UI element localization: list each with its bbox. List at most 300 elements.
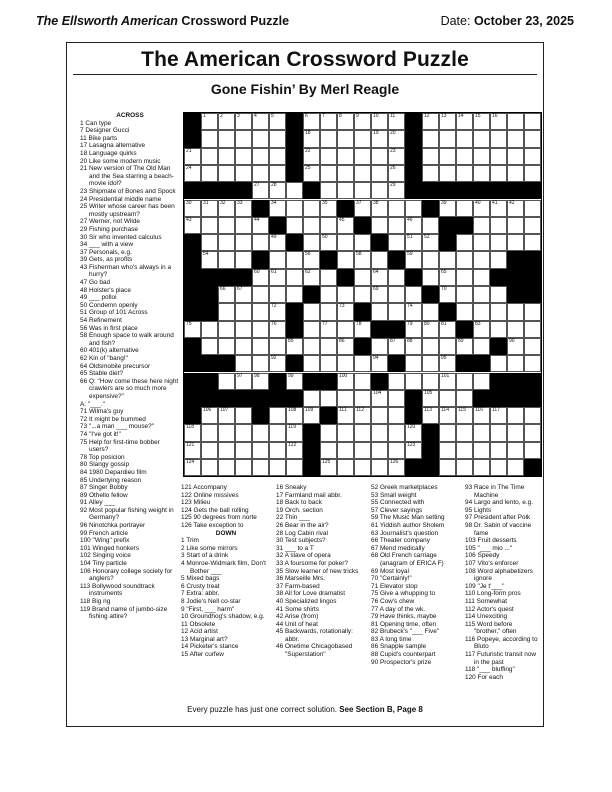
grid-cell[interactable] bbox=[371, 113, 388, 130]
grid-cell[interactable] bbox=[337, 113, 354, 130]
grid-cell[interactable] bbox=[439, 459, 456, 476]
grid-cell[interactable] bbox=[456, 165, 473, 182]
grid-cell[interactable] bbox=[473, 148, 490, 165]
grid-cell[interactable] bbox=[354, 390, 371, 407]
grid-cell[interactable] bbox=[201, 424, 218, 441]
grid-cell[interactable] bbox=[524, 113, 541, 130]
grid-cell[interactable] bbox=[405, 251, 422, 268]
grid-cell[interactable] bbox=[218, 217, 235, 234]
grid-cell[interactable] bbox=[235, 234, 252, 251]
grid-cell[interactable] bbox=[286, 217, 303, 234]
grid-cell[interactable] bbox=[490, 130, 507, 147]
grid-cell[interactable] bbox=[507, 459, 524, 476]
grid-cell[interactable] bbox=[201, 234, 218, 251]
grid-cell[interactable] bbox=[184, 459, 201, 476]
grid-cell[interactable] bbox=[303, 165, 320, 182]
grid-cell[interactable] bbox=[269, 321, 286, 338]
grid-cell[interactable] bbox=[337, 234, 354, 251]
grid-cell[interactable] bbox=[303, 390, 320, 407]
grid-cell[interactable] bbox=[252, 130, 269, 147]
grid-cell[interactable] bbox=[337, 424, 354, 441]
grid-cell[interactable] bbox=[269, 234, 286, 251]
grid-cell[interactable] bbox=[388, 390, 405, 407]
grid-cell[interactable] bbox=[439, 373, 456, 390]
grid-cell[interactable] bbox=[201, 148, 218, 165]
grid-cell[interactable] bbox=[218, 407, 235, 424]
grid-cell[interactable] bbox=[422, 130, 439, 147]
grid-cell[interactable] bbox=[235, 303, 252, 320]
grid-cell[interactable] bbox=[269, 424, 286, 441]
grid-cell[interactable] bbox=[422, 269, 439, 286]
grid-cell[interactable] bbox=[252, 217, 269, 234]
grid-cell[interactable] bbox=[439, 130, 456, 147]
grid-cell[interactable] bbox=[354, 373, 371, 390]
grid-cell[interactable] bbox=[507, 442, 524, 459]
grid-cell[interactable] bbox=[320, 459, 337, 476]
grid-cell[interactable] bbox=[507, 338, 524, 355]
grid-cell[interactable] bbox=[388, 113, 405, 130]
grid-cell[interactable] bbox=[507, 321, 524, 338]
grid-cell[interactable] bbox=[422, 373, 439, 390]
grid-cell[interactable] bbox=[456, 442, 473, 459]
grid-cell[interactable] bbox=[320, 390, 337, 407]
grid-cell[interactable] bbox=[269, 303, 286, 320]
grid-cell[interactable] bbox=[490, 442, 507, 459]
grid-cell[interactable] bbox=[507, 407, 524, 424]
grid-cell[interactable] bbox=[303, 113, 320, 130]
grid-cell[interactable] bbox=[201, 251, 218, 268]
grid-cell[interactable] bbox=[388, 182, 405, 199]
grid-cell[interactable] bbox=[269, 251, 286, 268]
grid-cell[interactable] bbox=[371, 217, 388, 234]
grid-cell[interactable] bbox=[490, 424, 507, 441]
grid-cell[interactable] bbox=[218, 442, 235, 459]
grid-cell[interactable] bbox=[371, 442, 388, 459]
grid-cell[interactable] bbox=[422, 390, 439, 407]
grid-cell[interactable] bbox=[371, 251, 388, 268]
grid-cell[interactable] bbox=[524, 442, 541, 459]
grid-cell[interactable] bbox=[337, 442, 354, 459]
grid-cell[interactable] bbox=[184, 217, 201, 234]
grid-cell[interactable] bbox=[269, 200, 286, 217]
grid-cell[interactable] bbox=[201, 442, 218, 459]
grid-cell[interactable] bbox=[422, 321, 439, 338]
grid-cell[interactable] bbox=[286, 251, 303, 268]
grid-cell[interactable] bbox=[252, 459, 269, 476]
grid-cell[interactable] bbox=[235, 200, 252, 217]
grid-cell[interactable] bbox=[252, 286, 269, 303]
grid-cell[interactable] bbox=[371, 390, 388, 407]
grid-cell[interactable] bbox=[252, 338, 269, 355]
grid-cell[interactable] bbox=[218, 200, 235, 217]
grid-cell[interactable] bbox=[269, 338, 286, 355]
grid-cell[interactable] bbox=[201, 217, 218, 234]
grid-cell[interactable] bbox=[439, 148, 456, 165]
grid-cell[interactable] bbox=[524, 424, 541, 441]
grid-cell[interactable] bbox=[354, 251, 371, 268]
grid-cell[interactable] bbox=[473, 200, 490, 217]
grid-cell[interactable] bbox=[269, 286, 286, 303]
grid-cell[interactable] bbox=[422, 148, 439, 165]
grid-cell[interactable] bbox=[286, 286, 303, 303]
grid-cell[interactable] bbox=[456, 200, 473, 217]
grid-cell[interactable] bbox=[218, 424, 235, 441]
grid-cell[interactable] bbox=[439, 113, 456, 130]
grid-cell[interactable] bbox=[252, 234, 269, 251]
grid-cell[interactable] bbox=[218, 251, 235, 268]
grid-cell[interactable] bbox=[371, 286, 388, 303]
grid-cell[interactable] bbox=[269, 182, 286, 199]
grid-cell[interactable] bbox=[354, 182, 371, 199]
grid-cell[interactable] bbox=[473, 373, 490, 390]
grid-cell[interactable] bbox=[490, 251, 507, 268]
grid-cell[interactable] bbox=[473, 424, 490, 441]
grid-cell[interactable] bbox=[456, 148, 473, 165]
grid-cell[interactable] bbox=[337, 217, 354, 234]
grid-cell[interactable] bbox=[371, 459, 388, 476]
grid-cell[interactable] bbox=[422, 217, 439, 234]
grid-cell[interactable] bbox=[235, 286, 252, 303]
grid-cell[interactable] bbox=[337, 355, 354, 372]
grid-cell[interactable] bbox=[218, 303, 235, 320]
grid-cell[interactable] bbox=[524, 355, 541, 372]
grid-cell[interactable] bbox=[303, 407, 320, 424]
grid-cell[interactable] bbox=[405, 200, 422, 217]
grid-cell[interactable] bbox=[388, 269, 405, 286]
grid-cell[interactable] bbox=[354, 148, 371, 165]
grid-cell[interactable] bbox=[269, 407, 286, 424]
grid-cell[interactable] bbox=[490, 113, 507, 130]
grid-cell[interactable] bbox=[218, 234, 235, 251]
grid-cell[interactable] bbox=[269, 459, 286, 476]
grid-cell[interactable] bbox=[184, 442, 201, 459]
grid-cell[interactable] bbox=[201, 165, 218, 182]
grid-cell[interactable] bbox=[337, 321, 354, 338]
grid-cell[interactable] bbox=[422, 338, 439, 355]
grid-cell[interactable] bbox=[405, 442, 422, 459]
grid-cell[interactable] bbox=[490, 165, 507, 182]
grid-cell[interactable] bbox=[235, 373, 252, 390]
grid-cell[interactable] bbox=[201, 200, 218, 217]
grid-cell[interactable] bbox=[337, 407, 354, 424]
grid-cell[interactable] bbox=[337, 148, 354, 165]
grid-cell[interactable] bbox=[354, 459, 371, 476]
grid-cell[interactable] bbox=[439, 355, 456, 372]
grid-cell[interactable] bbox=[201, 407, 218, 424]
grid-cell[interactable] bbox=[473, 113, 490, 130]
grid-cell[interactable] bbox=[405, 303, 422, 320]
grid-cell[interactable] bbox=[473, 269, 490, 286]
grid-cell[interactable] bbox=[388, 217, 405, 234]
grid-cell[interactable] bbox=[490, 286, 507, 303]
grid-cell[interactable] bbox=[354, 269, 371, 286]
grid-cell[interactable] bbox=[235, 321, 252, 338]
grid-cell[interactable] bbox=[439, 407, 456, 424]
grid-cell[interactable] bbox=[218, 373, 235, 390]
grid-cell[interactable] bbox=[320, 338, 337, 355]
grid-cell[interactable] bbox=[235, 217, 252, 234]
grid-cell[interactable] bbox=[507, 148, 524, 165]
grid-cell[interactable] bbox=[269, 355, 286, 372]
grid-cell[interactable] bbox=[473, 130, 490, 147]
grid-cell[interactable] bbox=[337, 303, 354, 320]
grid-cell[interactable] bbox=[235, 442, 252, 459]
grid-cell[interactable] bbox=[507, 217, 524, 234]
grid-cell[interactable] bbox=[456, 390, 473, 407]
grid-cell[interactable] bbox=[269, 130, 286, 147]
grid-cell[interactable] bbox=[388, 424, 405, 441]
grid-cell[interactable] bbox=[320, 355, 337, 372]
grid-cell[interactable] bbox=[507, 113, 524, 130]
grid-cell[interactable] bbox=[405, 373, 422, 390]
grid-cell[interactable] bbox=[439, 165, 456, 182]
grid-cell[interactable] bbox=[490, 200, 507, 217]
grid-cell[interactable] bbox=[388, 200, 405, 217]
grid-cell[interactable] bbox=[337, 165, 354, 182]
grid-cell[interactable] bbox=[490, 217, 507, 234]
grid-cell[interactable] bbox=[388, 286, 405, 303]
grid-cell[interactable] bbox=[252, 321, 269, 338]
grid-cell[interactable] bbox=[337, 338, 354, 355]
grid-cell[interactable] bbox=[184, 200, 201, 217]
grid-cell[interactable] bbox=[354, 355, 371, 372]
grid-cell[interactable] bbox=[235, 424, 252, 441]
grid-cell[interactable] bbox=[303, 355, 320, 372]
grid-cell[interactable] bbox=[388, 234, 405, 251]
grid-cell[interactable] bbox=[320, 130, 337, 147]
grid-cell[interactable] bbox=[235, 130, 252, 147]
grid-cell[interactable] bbox=[337, 459, 354, 476]
grid-cell[interactable] bbox=[286, 269, 303, 286]
grid-cell[interactable] bbox=[490, 407, 507, 424]
grid-cell[interactable] bbox=[388, 165, 405, 182]
grid-cell[interactable] bbox=[456, 269, 473, 286]
grid-cell[interactable] bbox=[422, 251, 439, 268]
grid-cell[interactable] bbox=[473, 251, 490, 268]
grid-cell[interactable] bbox=[456, 407, 473, 424]
grid-cell[interactable] bbox=[201, 321, 218, 338]
grid-cell[interactable] bbox=[218, 321, 235, 338]
grid-cell[interactable] bbox=[354, 130, 371, 147]
grid-cell[interactable] bbox=[388, 338, 405, 355]
grid-cell[interactable] bbox=[303, 130, 320, 147]
grid-cell[interactable] bbox=[286, 407, 303, 424]
grid-cell[interactable] bbox=[218, 148, 235, 165]
grid-cell[interactable] bbox=[388, 373, 405, 390]
grid-cell[interactable] bbox=[524, 338, 541, 355]
grid-cell[interactable] bbox=[439, 251, 456, 268]
grid-cell[interactable] bbox=[320, 442, 337, 459]
grid-cell[interactable] bbox=[354, 165, 371, 182]
grid-cell[interactable] bbox=[507, 424, 524, 441]
grid-cell[interactable] bbox=[388, 442, 405, 459]
grid-cell[interactable] bbox=[252, 269, 269, 286]
grid-cell[interactable] bbox=[473, 407, 490, 424]
grid-cell[interactable] bbox=[371, 182, 388, 199]
grid-cell[interactable] bbox=[422, 113, 439, 130]
grid-cell[interactable] bbox=[337, 373, 354, 390]
grid-cell[interactable] bbox=[286, 459, 303, 476]
grid-cell[interactable] bbox=[354, 321, 371, 338]
grid-cell[interactable] bbox=[490, 148, 507, 165]
grid-cell[interactable] bbox=[337, 286, 354, 303]
grid-cell[interactable] bbox=[286, 424, 303, 441]
grid-cell[interactable] bbox=[405, 321, 422, 338]
grid-cell[interactable] bbox=[473, 442, 490, 459]
grid-cell[interactable] bbox=[473, 217, 490, 234]
grid-cell[interactable] bbox=[184, 165, 201, 182]
grid-cell[interactable] bbox=[422, 165, 439, 182]
grid-cell[interactable] bbox=[405, 234, 422, 251]
grid-cell[interactable] bbox=[456, 338, 473, 355]
grid-cell[interactable] bbox=[490, 459, 507, 476]
grid-cell[interactable] bbox=[235, 113, 252, 130]
grid-cell[interactable] bbox=[184, 148, 201, 165]
grid-cell[interactable] bbox=[252, 355, 269, 372]
grid-cell[interactable] bbox=[303, 234, 320, 251]
grid-cell[interactable] bbox=[439, 286, 456, 303]
grid-cell[interactable] bbox=[490, 303, 507, 320]
grid-cell[interactable] bbox=[473, 321, 490, 338]
grid-cell[interactable] bbox=[439, 442, 456, 459]
grid-cell[interactable] bbox=[252, 148, 269, 165]
grid-cell[interactable] bbox=[235, 355, 252, 372]
grid-cell[interactable] bbox=[303, 338, 320, 355]
grid-cell[interactable] bbox=[252, 442, 269, 459]
grid-cell[interactable] bbox=[439, 390, 456, 407]
grid-cell[interactable] bbox=[388, 303, 405, 320]
grid-cell[interactable] bbox=[490, 355, 507, 372]
grid-cell[interactable] bbox=[269, 148, 286, 165]
grid-cell[interactable] bbox=[269, 113, 286, 130]
grid-cell[interactable] bbox=[320, 286, 337, 303]
grid-cell[interactable] bbox=[371, 269, 388, 286]
grid-cell[interactable] bbox=[507, 200, 524, 217]
grid-cell[interactable] bbox=[235, 165, 252, 182]
grid-cell[interactable] bbox=[405, 424, 422, 441]
grid-cell[interactable] bbox=[303, 148, 320, 165]
grid-cell[interactable] bbox=[252, 424, 269, 441]
grid-cell[interactable] bbox=[388, 459, 405, 476]
grid-cell[interactable] bbox=[218, 165, 235, 182]
grid-cell[interactable] bbox=[422, 303, 439, 320]
grid-cell[interactable] bbox=[439, 424, 456, 441]
grid-cell[interactable] bbox=[235, 338, 252, 355]
grid-cell[interactable] bbox=[320, 148, 337, 165]
grid-cell[interactable] bbox=[473, 303, 490, 320]
grid-cell[interactable] bbox=[456, 130, 473, 147]
grid-cell[interactable] bbox=[405, 338, 422, 355]
grid-cell[interactable] bbox=[269, 165, 286, 182]
grid-cell[interactable] bbox=[354, 286, 371, 303]
grid-cell[interactable] bbox=[405, 286, 422, 303]
grid-cell[interactable] bbox=[303, 269, 320, 286]
grid-cell[interactable] bbox=[507, 234, 524, 251]
grid-cell[interactable] bbox=[337, 390, 354, 407]
grid-cell[interactable] bbox=[439, 338, 456, 355]
grid-cell[interactable] bbox=[354, 200, 371, 217]
grid-cell[interactable] bbox=[507, 303, 524, 320]
grid-cell[interactable] bbox=[303, 200, 320, 217]
grid-cell[interactable] bbox=[439, 321, 456, 338]
grid-cell[interactable] bbox=[252, 303, 269, 320]
grid-cell[interactable] bbox=[354, 407, 371, 424]
grid-cell[interactable] bbox=[371, 148, 388, 165]
grid-cell[interactable] bbox=[252, 113, 269, 130]
grid-cell[interactable] bbox=[371, 355, 388, 372]
grid-cell[interactable] bbox=[252, 373, 269, 390]
grid-cell[interactable] bbox=[354, 234, 371, 251]
grid-cell[interactable] bbox=[320, 269, 337, 286]
grid-cell[interactable] bbox=[524, 321, 541, 338]
grid-cell[interactable] bbox=[303, 321, 320, 338]
grid-cell[interactable] bbox=[422, 234, 439, 251]
grid-cell[interactable] bbox=[422, 407, 439, 424]
grid-cell[interactable] bbox=[507, 355, 524, 372]
grid-cell[interactable] bbox=[371, 200, 388, 217]
grid-cell[interactable] bbox=[286, 200, 303, 217]
grid-cell[interactable] bbox=[320, 321, 337, 338]
grid-cell[interactable] bbox=[524, 130, 541, 147]
grid-cell[interactable] bbox=[218, 459, 235, 476]
grid-cell[interactable] bbox=[218, 130, 235, 147]
grid-cell[interactable] bbox=[337, 182, 354, 199]
grid-cell[interactable] bbox=[388, 130, 405, 147]
grid-cell[interactable] bbox=[473, 459, 490, 476]
grid-cell[interactable] bbox=[252, 165, 269, 182]
grid-cell[interactable] bbox=[354, 442, 371, 459]
grid-cell[interactable] bbox=[303, 251, 320, 268]
grid-cell[interactable] bbox=[524, 407, 541, 424]
grid-cell[interactable] bbox=[456, 286, 473, 303]
grid-cell[interactable] bbox=[490, 234, 507, 251]
grid-cell[interactable] bbox=[371, 130, 388, 147]
grid-cell[interactable] bbox=[405, 355, 422, 372]
grid-cell[interactable] bbox=[320, 234, 337, 251]
grid-cell[interactable] bbox=[439, 269, 456, 286]
grid-cell[interactable] bbox=[320, 303, 337, 320]
grid-cell[interactable] bbox=[201, 113, 218, 130]
grid-cell[interactable] bbox=[320, 182, 337, 199]
grid-cell[interactable] bbox=[456, 424, 473, 441]
grid-cell[interactable] bbox=[303, 217, 320, 234]
grid-cell[interactable] bbox=[507, 165, 524, 182]
grid-cell[interactable] bbox=[269, 442, 286, 459]
grid-cell[interactable] bbox=[524, 165, 541, 182]
grid-cell[interactable] bbox=[524, 148, 541, 165]
grid-cell[interactable] bbox=[371, 303, 388, 320]
grid-cell[interactable] bbox=[218, 286, 235, 303]
grid-cell[interactable] bbox=[286, 373, 303, 390]
grid-cell[interactable] bbox=[456, 113, 473, 130]
grid-cell[interactable] bbox=[235, 459, 252, 476]
grid-cell[interactable] bbox=[473, 286, 490, 303]
grid-cell[interactable] bbox=[320, 200, 337, 217]
grid-cell[interactable] bbox=[303, 303, 320, 320]
grid-cell[interactable] bbox=[456, 303, 473, 320]
grid-cell[interactable] bbox=[201, 338, 218, 355]
grid-cell[interactable] bbox=[252, 182, 269, 199]
grid-cell[interactable] bbox=[235, 407, 252, 424]
grid-cell[interactable] bbox=[490, 321, 507, 338]
grid-cell[interactable] bbox=[456, 373, 473, 390]
grid-cell[interactable] bbox=[473, 234, 490, 251]
grid-cell[interactable] bbox=[456, 234, 473, 251]
grid-cell[interactable] bbox=[371, 338, 388, 355]
grid-cell[interactable] bbox=[218, 113, 235, 130]
grid-cell[interactable] bbox=[456, 459, 473, 476]
grid-cell[interactable] bbox=[286, 338, 303, 355]
